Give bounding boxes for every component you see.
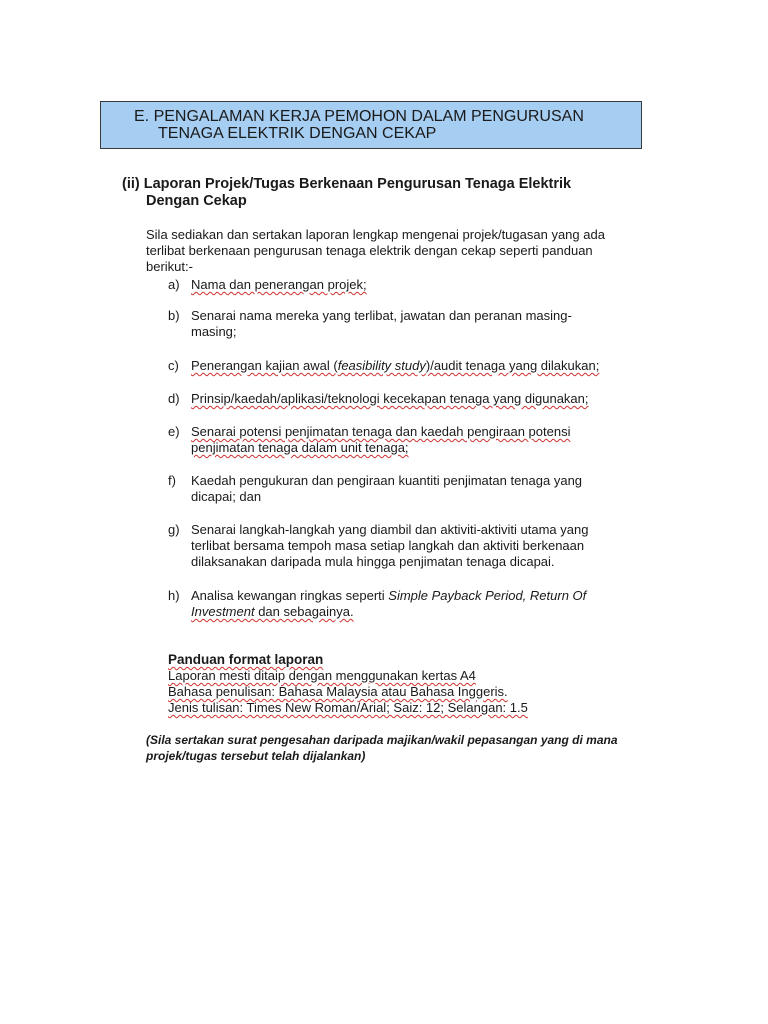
endorsement-note: [146, 732, 618, 764]
note-line-1: (Sila sertakan surat pengesahan daripada majikan/wakil pepasangan yang di mana: [146, 733, 618, 747]
intro-line-3: berikut:-: [146, 259, 193, 274]
list-item-text: Penerangan kajian awal (feasibility study)/audit tenaga yang dilakukan;: [191, 358, 600, 373]
list-item-text: Analisa kewangan ringkas seperti Simple Payback Period, Return Of: [191, 588, 587, 603]
list-item-text: Senarai nama mereka yang terlibat, jawatan dan peranan masing-: [191, 308, 572, 323]
report-format-guide: [168, 652, 528, 716]
list-item-letter: f): [168, 473, 176, 488]
subsection-number: (ii): [122, 176, 140, 192]
list-item-text: Senarai langkah-langkah yang diambil dan aktiviti-aktiviti utama yang: [191, 522, 589, 537]
guide-line-font: Jenis tulisan: Times New Roman/Arial; Saiz: 12; Selangan: 1.5: [168, 700, 528, 715]
list-item-letter: e): [168, 424, 180, 439]
list-item-text: penjimatan tenaga dalam unit tenaga;: [191, 440, 409, 455]
note-line-2: projek/tugas tersebut telah dijalankan): [146, 749, 366, 763]
list-item-text: dicapai; dan: [191, 489, 262, 504]
intro-line-1: Sila sediakan dan sertakan laporan lengkap mengenai projek/tugasan yang ada: [146, 227, 605, 242]
list-item-letter: d): [168, 391, 180, 406]
list-item-letter: c): [168, 358, 179, 373]
list-item-text: terlibat bersama tempoh masa setiap langkah dan aktiviti berkenaan: [191, 538, 585, 553]
list-item-text: Nama dan penerangan projek;: [191, 277, 367, 292]
subsection-title: [122, 176, 571, 210]
guide-line-paper: Laporan mesti ditaip dengan menggunakan kertas A4: [168, 668, 476, 683]
section-header-box: [100, 101, 642, 149]
guide-title: Panduan format laporan: [168, 652, 324, 667]
list-item-text: Investment dan sebagainya.: [191, 604, 354, 619]
intro-paragraph: [146, 227, 605, 275]
list-item-text: Prinsip/kaedah/aplikasi/teknologi kecekapan tenaga yang digunakan;: [191, 391, 589, 406]
list-item-letter: h): [168, 588, 180, 603]
guide-line-language: Bahasa penulisan: Bahasa Malaysia atau Bahasa Inggeris.: [168, 684, 508, 699]
list-item-text: dilaksanakan daripada mula hingga penjimatan tenaga dicapai.: [191, 554, 555, 569]
list-item-text: masing;: [191, 324, 237, 339]
section-header-line-1: E. PENGALAMAN KERJA PEMOHON DALAM PENGURUSAN: [134, 108, 584, 125]
list-item-letter: b): [168, 308, 180, 323]
list-item-text: Senarai potensi penjimatan tenaga dan kaedah pengiraan potensi: [191, 424, 571, 439]
list-item-letter: a): [168, 277, 180, 292]
subsection-title-line-1: Laporan Projek/Tugas Berkenaan Pengurusan Tenaga Elektrik: [143, 176, 572, 192]
list-item-text: Kaedah pengukuran dan pengiraan kuantiti penjimatan tenaga yang: [191, 473, 583, 488]
intro-line-2: terlibat berkenaan pengurusan tenaga elektrik dengan cekap seperti panduan: [146, 243, 593, 258]
section-header-line-2: TENAGA ELEKTRIK DENGAN CEKAP: [158, 125, 437, 142]
subsection-title-line-2: Dengan Cekap: [146, 193, 247, 209]
list-item-letter: g): [168, 522, 180, 537]
